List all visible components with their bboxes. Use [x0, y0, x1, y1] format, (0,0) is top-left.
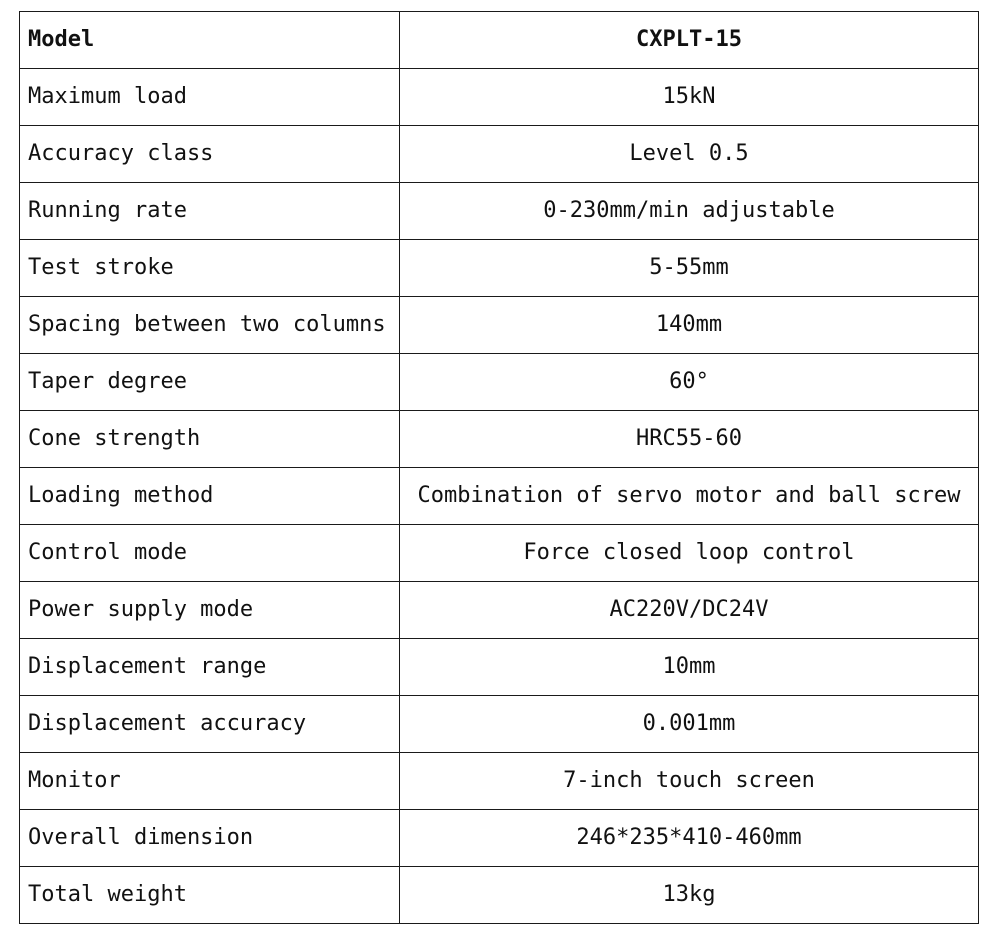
row-value-cell: 246*235*410-460mm: [400, 810, 979, 867]
row-label-cell: Loading method: [20, 468, 400, 525]
row-value-cell: Combination of servo motor and ball screw: [400, 468, 979, 525]
header-value-cell: CXPLT-15: [400, 12, 979, 69]
table-row: [20, 69, 979, 126]
row-label-cell: Taper degree: [20, 354, 400, 411]
header-label-cell: Model: [20, 12, 400, 69]
table-row: [20, 240, 979, 297]
row-value-cell: HRC55-60: [400, 411, 979, 468]
row-label-cell: Overall dimension: [20, 810, 400, 867]
table-row: [20, 867, 979, 924]
row-value-cell: 10mm: [400, 639, 979, 696]
table-header-row: [20, 12, 979, 69]
row-label-cell: Monitor: [20, 753, 400, 810]
row-value-cell: Force closed loop control: [400, 525, 979, 582]
row-label-cell: Cone strength: [20, 411, 400, 468]
row-value-cell: 13kg: [400, 867, 979, 924]
row-label-cell: Displacement accuracy: [20, 696, 400, 753]
spec-table: [19, 11, 979, 924]
table-row: [20, 753, 979, 810]
table-row: [20, 354, 979, 411]
row-label-cell: Control mode: [20, 525, 400, 582]
row-label-cell: Test stroke: [20, 240, 400, 297]
row-label-cell: Total weight: [20, 867, 400, 924]
table-row: [20, 525, 979, 582]
table-row: [20, 810, 979, 867]
row-label-cell: Maximum load: [20, 69, 400, 126]
row-value-cell: 140mm: [400, 297, 979, 354]
row-label-cell: Running rate: [20, 183, 400, 240]
table-row: [20, 468, 979, 525]
row-label-cell: Power supply mode: [20, 582, 400, 639]
row-value-cell: AC220V/DC24V: [400, 582, 979, 639]
table-row: [20, 582, 979, 639]
row-label-cell: Accuracy class: [20, 126, 400, 183]
table-row: [20, 639, 979, 696]
table-row: [20, 411, 979, 468]
row-value-cell: 15kN: [400, 69, 979, 126]
row-value-cell: 5-55mm: [400, 240, 979, 297]
spec-table-container: [19, 11, 979, 924]
table-row: [20, 696, 979, 753]
table-row: [20, 297, 979, 354]
table-row: [20, 183, 979, 240]
row-value-cell: 0.001mm: [400, 696, 979, 753]
row-value-cell: 7-inch touch screen: [400, 753, 979, 810]
row-value-cell: 60°: [400, 354, 979, 411]
row-value-cell: 0-230mm/min adjustable: [400, 183, 979, 240]
row-value-cell: Level 0.5: [400, 126, 979, 183]
row-label-cell: Spacing between two columns: [20, 297, 400, 354]
table-row: [20, 126, 979, 183]
row-label-cell: Displacement range: [20, 639, 400, 696]
